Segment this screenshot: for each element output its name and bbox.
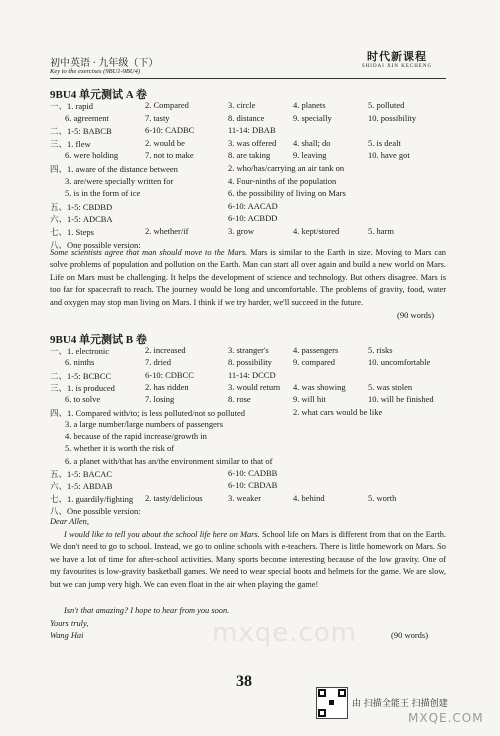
section-a-essay [50, 247, 446, 309]
answer-cell: 5. risks [368, 345, 393, 355]
answer-cell: 2. tasty/delicious [145, 492, 203, 503]
answer-row [50, 113, 450, 125]
answer-cell: 4. Four-ninths of the population [228, 175, 337, 186]
publisher-brand: 时代新课程 [367, 51, 427, 63]
answer-cell: 9. specially [293, 112, 332, 123]
answer-cell: 6. ninths [65, 357, 95, 368]
page-number: 38 [236, 673, 252, 690]
answer-cell: 11-14: DBAB [228, 125, 276, 136]
answer-cell: 3. stranger's [228, 345, 269, 355]
answer-row [50, 138, 450, 150]
answer-row [50, 480, 450, 492]
answer-cell: 八、One possible version: [50, 239, 141, 250]
answer-cell: 五、1-5: BACAC [50, 469, 113, 479]
answer-cell: 4. kept/stored [293, 226, 340, 236]
letter-closing-line: Isn't that amazing? I hope to hear from you soon. [64, 606, 230, 615]
answer-cell: 八、One possible version: [50, 505, 141, 516]
answer-cell: 5. whether it is worth the risk of [65, 443, 175, 454]
answer-cell: 七、1. guardily/fighting [50, 493, 134, 504]
answer-row [50, 443, 450, 455]
answer-cell: 4. because of the rapid increase/growth in [65, 431, 207, 442]
answer-cell: 6. to solve [65, 394, 101, 405]
answer-cell: 6-10: AACAD [228, 200, 278, 211]
answer-cell: 7. tasty [145, 112, 170, 123]
answer-cell: 6-10: CADBC [145, 125, 195, 136]
answer-cell: 9. compared [293, 357, 336, 368]
answer-cell: 二、1-5: BABCB [50, 126, 112, 137]
answer-cell: 一、1. rapid [50, 101, 93, 111]
answer-cell: 7. not to make [145, 150, 194, 161]
answer-cell: 9. will hit [293, 394, 326, 405]
answer-cell: 3. weaker [228, 492, 262, 503]
answer-cell: 6-10: CBDAB [228, 480, 278, 491]
section-a-word-count: (90 words) [397, 310, 435, 320]
answer-cell: 2. increased [145, 345, 186, 355]
answer-row [50, 468, 450, 480]
letter-greeting: Dear Allen, [50, 517, 89, 526]
answer-cell: 6. agreement [65, 112, 109, 123]
answer-cell: 5. is dealt [368, 137, 401, 148]
answer-cell: 2. whether/if [145, 226, 189, 236]
answer-cell: 2. who/has/carrying an air tank on [228, 163, 345, 173]
answer-cell: 五、1-5: CBDBD [50, 201, 113, 212]
letter-signoff: Yours truly, [50, 619, 89, 628]
answer-row [50, 431, 450, 443]
answer-cell: 2. would be [145, 137, 185, 148]
answer-row [50, 176, 450, 188]
answer-cell: 4. shall; do [293, 137, 331, 148]
answer-cell: 5. was stolen [368, 381, 413, 392]
answer-cell: 3. was offered [228, 137, 277, 148]
answer-cell: 8. possibility [228, 357, 272, 368]
answer-row [50, 125, 450, 137]
answer-row [50, 419, 450, 431]
answer-cell: 7. dried [145, 357, 171, 368]
section-b-letter [50, 529, 446, 591]
answer-cell: 6. the possibility of living on Mars [228, 188, 346, 199]
essay-intro: Some scientists agree that man should move to the Mars. [50, 248, 248, 257]
answer-row [50, 493, 450, 505]
answer-row [50, 407, 450, 419]
answer-cell: 6. were holding [65, 150, 119, 161]
answer-cell: 6. a planet with/that has an/the environment similar to that of [65, 455, 273, 466]
answer-cell: 2. has ridden [145, 381, 189, 392]
answer-row [50, 213, 450, 225]
answer-cell: 4. planets [293, 100, 326, 110]
section-b-title: 9BU4 单元测试 B 卷 [50, 334, 147, 346]
answer-cell: 5. polluted [368, 100, 405, 110]
answer-row [50, 201, 450, 213]
answer-cell: 10. uncomfortable [368, 357, 431, 368]
letter-intro: I would like to tell you about the school life here on Mars. [64, 530, 260, 539]
answer-cell: 11-14: DCCD [228, 369, 276, 380]
answer-row [50, 150, 450, 162]
scanner-caption: 由 扫描全能王 扫描创建 [352, 699, 448, 709]
answer-cell: 8. are taking [228, 150, 271, 161]
answer-cell: 5. worth [368, 492, 397, 503]
answer-cell: 2. what cars would be like [293, 406, 383, 417]
answer-cell: 4. was showing [293, 381, 346, 392]
answer-cell: 6-10: CADBB [228, 468, 278, 478]
answer-row [50, 456, 450, 468]
watermark: mxqe.com [212, 618, 358, 648]
site-brandmark: MXQE.COM [408, 711, 484, 725]
answer-row [50, 100, 450, 112]
letter-body: School life on Mars is different from that on the Earth. We don't need to go to school. Instead, we go to online schools with e-teachers. There is little homework on Mars. So we have a lot of time for after-school activities. Many sports become interesting because of the low gravity. One of my favourites is low-gravity basketball games. We need to wear special boots and helmets for the game. We are slow, but we can jump very high. We can even float in the air when playing the game! [50, 530, 447, 589]
answer-row [50, 345, 450, 357]
answer-cell: 4. passengers [293, 345, 339, 355]
header-subtitle: Key to the exercises (9BU1-9BU4) [50, 68, 141, 75]
header-divider [50, 78, 446, 79]
answer-cell: 一、1. electronic [50, 346, 110, 356]
answer-cell: 5. is in the form of ice [65, 188, 141, 199]
answer-cell: 六、1-5: ABDAB [50, 481, 113, 492]
answer-row [50, 382, 450, 394]
answer-cell: 3. grow [228, 226, 254, 236]
section-a-title: 9BU4 单元测试 A 卷 [50, 89, 147, 101]
answer-cell: 10. have got [368, 150, 410, 161]
answer-cell: 8. rose [228, 394, 251, 405]
answer-cell: 4. behind [293, 492, 325, 503]
publisher-pinyin: SHIDAI XIN KECHENG [361, 64, 433, 69]
answer-cell: 9. leaving [293, 150, 327, 161]
answer-cell: 三、1. flew [50, 138, 91, 149]
answer-cell: 2. Compared [145, 100, 189, 110]
answer-cell: 六、1-5: ADCBA [50, 214, 113, 225]
answer-row [50, 226, 450, 238]
answer-cell: 二、1-5: BCBCC [50, 370, 112, 381]
answer-cell: 七、1. Steps [50, 227, 94, 237]
answer-cell: 10. possibility [368, 112, 417, 123]
section-b-word-count: (90 words) [391, 630, 429, 640]
essay-body: Mars is similar to the Earth in size. Moving to Mars can solve problems of population and pollution on the Earth. Man can start all over again and build a new world on Mars. Life on Mars must be challenging. It helps the development of science and technology. But others disagree. Mars is too far for spacecraft to reach. The journey would be long and uncomfortable. The problems of gravity, food, water and oxygen may stop man living on Mars. I think if we try harder, we'll succeed in the future. [50, 248, 446, 307]
answer-cell: 8. distance [228, 112, 265, 123]
answer-cell: 7. losing [145, 394, 175, 405]
answer-cell: 3. circle [228, 100, 256, 110]
answer-cell: 四、1. aware of the distance between [50, 164, 178, 174]
answer-cell: 6-10: ACBDD [228, 213, 278, 224]
answer-cell: 6-10: CDBCC [145, 369, 194, 380]
answer-cell: 三、1. is produced [50, 382, 115, 393]
answer-cell: 10. will be finished [368, 394, 434, 405]
qr-code-icon [316, 687, 348, 719]
header-title: 初中英语 · 九年级（下） [50, 58, 159, 69]
answer-cell: 5. harm [368, 226, 394, 236]
answer-cell: 四、1. Compared with/to; is less polluted/not so polluted [50, 407, 246, 418]
answer-row [50, 163, 450, 175]
answer-row [50, 394, 450, 406]
answer-row [50, 188, 450, 200]
letter-name: Wang Hai [50, 631, 84, 640]
answer-row [50, 370, 450, 382]
answer-cell: 3. are/were specially written for [65, 175, 174, 186]
answer-cell: 3. a large number/large numbers of passengers [65, 418, 224, 429]
answer-cell: 3. would return [228, 381, 281, 392]
publisher-logo [348, 48, 446, 69]
answer-row [50, 357, 450, 369]
